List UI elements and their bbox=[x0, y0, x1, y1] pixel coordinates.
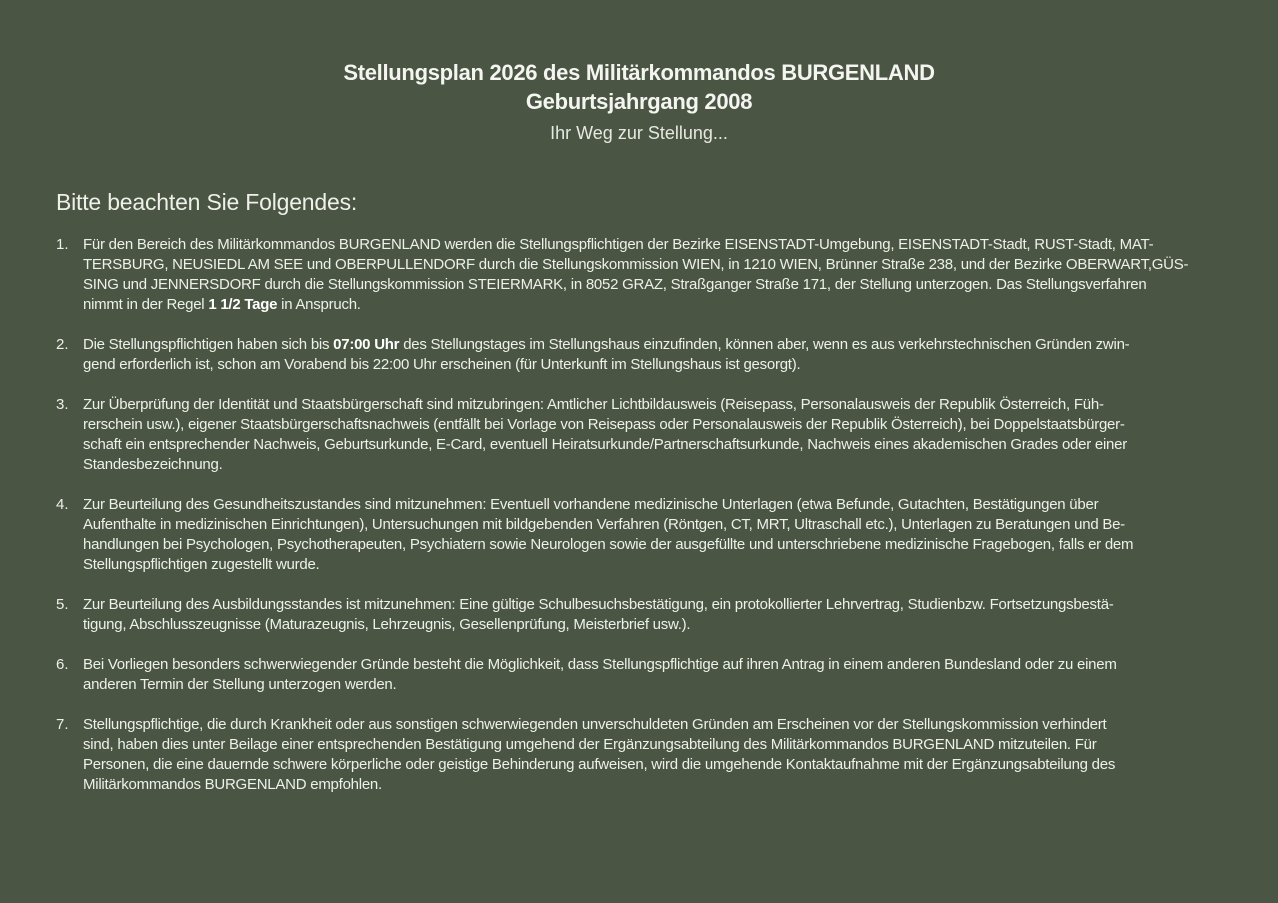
list-item-number: 2. bbox=[56, 336, 69, 353]
text-segment: gend erforderlich ist, schon am Vorabend bis 22:00 Uhr erscheinen (für Unterkunft im Stellungshaus ist gesorgt). bbox=[83, 356, 801, 373]
list-item bbox=[56, 495, 1236, 575]
text-segment: Standesbezeichnung. bbox=[83, 456, 223, 473]
list-item-text-line bbox=[83, 295, 1236, 315]
list-item-number: 7. bbox=[56, 716, 69, 733]
subtitle: Ihr Weg zur Stellung... bbox=[550, 123, 728, 143]
list-item-text-line bbox=[83, 535, 1236, 555]
list-item bbox=[56, 335, 1236, 375]
list-item-text-line bbox=[83, 555, 1236, 575]
text-segment: Bei Vorliegen besonders schwerwiegender Gründe besteht die Möglichkeit, dass Stellungspflichtige auf ihren Antrag in einem anderen Bundesland oder zu einem bbox=[83, 656, 1117, 673]
list-item-text-line bbox=[83, 255, 1236, 275]
list-item-text-line bbox=[83, 615, 1236, 635]
text-segment: in Anspruch. bbox=[277, 296, 361, 313]
section-heading: Bitte beachten Sie Folgendes: bbox=[56, 189, 358, 215]
list-item-text-line bbox=[83, 655, 1236, 675]
list-item-text-line bbox=[83, 415, 1236, 435]
list-item bbox=[56, 595, 1236, 635]
list-item-text-line bbox=[83, 595, 1236, 615]
title-line-1: Stellungsplan 2026 des Militärkommandos BURGENLAND bbox=[343, 60, 935, 85]
list-item-number: 4. bbox=[56, 496, 69, 513]
text-segment: anderen Termin der Stellung unterzogen werden. bbox=[83, 676, 397, 693]
list-item-text-line bbox=[83, 275, 1236, 295]
list-item-text-line bbox=[83, 355, 1236, 375]
list-item-number: 3. bbox=[56, 396, 69, 413]
text-segment: schaft ein entsprechender Nachweis, Geburtsurkunde, E-Card, eventuell Heiratsurkunde/Partnerschaftsurkunde, Nachweis eines akademischen Grades oder einer bbox=[83, 436, 1127, 453]
list-item-text-line bbox=[83, 435, 1236, 455]
list-item-text-line bbox=[83, 735, 1236, 755]
list-item-text-line bbox=[83, 455, 1236, 475]
list-item-text-line bbox=[83, 775, 1236, 795]
notice-list bbox=[56, 235, 1236, 815]
text-segment: des Stellungstages im Stellungshaus einzufinden, können aber, wenn es aus verkehrstechnischen Gründen zwin- bbox=[399, 336, 1130, 353]
list-item bbox=[56, 655, 1236, 695]
document-header bbox=[0, 58, 1278, 144]
text-segment: Militärkommandos BURGENLAND empfohlen. bbox=[83, 776, 382, 793]
emphasized-text: 1 1/2 Tage bbox=[208, 296, 278, 313]
text-segment: Zur Beurteilung des Gesundheitszustandes sind mitzunehmen: Eventuell vorhandene medizinische Unterlagen (etwa Befunde, Gutachten, Bestätigungen über bbox=[83, 496, 1099, 513]
list-item-text-line bbox=[83, 235, 1236, 255]
text-segment: sind, haben dies unter Beilage einer entsprechenden Bestätigung umgehend der Ergänzungsabteilung des Militärkommandos BURGENLAND mitzuteilen. Für bbox=[83, 736, 1097, 753]
text-segment: TERSBURG, NEUSIEDL AM SEE und OBERPULLENDORF durch die Stellungskommission WIEN, in 1210 WIEN, Brünner Straße 238, und der Bezirke OBERWART,GÜS- bbox=[83, 256, 1189, 273]
list-item-text-line bbox=[83, 675, 1236, 695]
text-segment: handlungen bei Psychologen, Psychotherapeuten, Psychiatern sowie Neurologen sowie der ausgefüllte und unterschriebene medizinische Fragebogen, falls er dem bbox=[83, 536, 1134, 553]
list-item-text-line bbox=[83, 755, 1236, 775]
text-segment: Stellungspflichtige, die durch Krankheit oder aus sonstigen schwerwiegenden unverschuldeten Gründen am Erscheinen vor der Stellungskommission verhindert bbox=[83, 716, 1107, 733]
list-item bbox=[56, 715, 1236, 795]
text-segment: tigung, Abschlusszeugnisse (Maturazeugnis, Lehrzeugnis, Gesellenprüfung, Meisterbrief usw.). bbox=[83, 616, 691, 633]
emphasized-text: 07:00 Uhr bbox=[333, 336, 400, 353]
text-segment: Zur Beurteilung des Ausbildungsstandes ist mitzunehmen: Eine gültige Schulbesuchsbestätigung, ein protokollierter Lehrvertrag, Studienbzw. Fortsetzungsbestä- bbox=[83, 596, 1114, 613]
text-segment: Zur Überprüfung der Identität und Staatsbürgerschaft sind mitzubringen: Amtlicher Lichtbildausweis (Reisepass, Personalausweis der Republik Österreich, Füh- bbox=[83, 396, 1104, 413]
list-item bbox=[56, 235, 1236, 315]
text-segment: Aufenthalte in medizinischen Einrichtungen), Untersuchungen mit bildgebenden Verfahren (Röntgen, CT, MRT, Ultraschall etc.), Unterlagen zu Beratungen und Be- bbox=[83, 516, 1125, 533]
text-segment: SING und JENNERSDORF durch die Stellungskommission STEIERMARK, in 8052 GRAZ, Straßganger Straße 171, der Stellung unterzogen. Das Stellungsverfahren bbox=[83, 276, 1147, 293]
list-item-text-line bbox=[83, 495, 1236, 515]
text-segment: Die Stellungspflichtigen haben sich bis bbox=[83, 336, 334, 353]
title-line-2: Geburtsjahrgang 2008 bbox=[525, 89, 753, 114]
text-segment: Stellungspflichtigen zugestellt wurde. bbox=[83, 556, 320, 573]
list-item-number: 6. bbox=[56, 656, 69, 673]
list-item bbox=[56, 395, 1236, 475]
list-item-text-line bbox=[83, 715, 1236, 735]
list-item-text-line bbox=[83, 335, 1236, 355]
list-item-text-line bbox=[83, 515, 1236, 535]
list-item-number: 5. bbox=[56, 596, 69, 613]
list-item-number: 1. bbox=[56, 236, 69, 253]
text-segment: Für den Bereich des Militärkommandos BURGENLAND werden die Stellungspflichtigen der Bezirke EISENSTADT-Umgebung, EISENSTADT-Stadt, RUST-Stadt, MAT- bbox=[83, 236, 1154, 253]
text-segment: nimmt in der Regel bbox=[83, 296, 209, 313]
text-segment: rerschein usw.), eigener Staatsbürgerschaftsnachweis (entfällt bei Vorlage von Reisepass oder Personalausweis der Republik Österreich), bei Doppelstaatsbürger- bbox=[83, 416, 1125, 433]
text-segment: Personen, die eine dauernde schwere körperliche oder geistige Behinderung aufweisen, wird die umgehende Kontaktaufnahme mit der Ergänzungsabteilung des bbox=[83, 756, 1116, 773]
list-item-text-line bbox=[83, 395, 1236, 415]
